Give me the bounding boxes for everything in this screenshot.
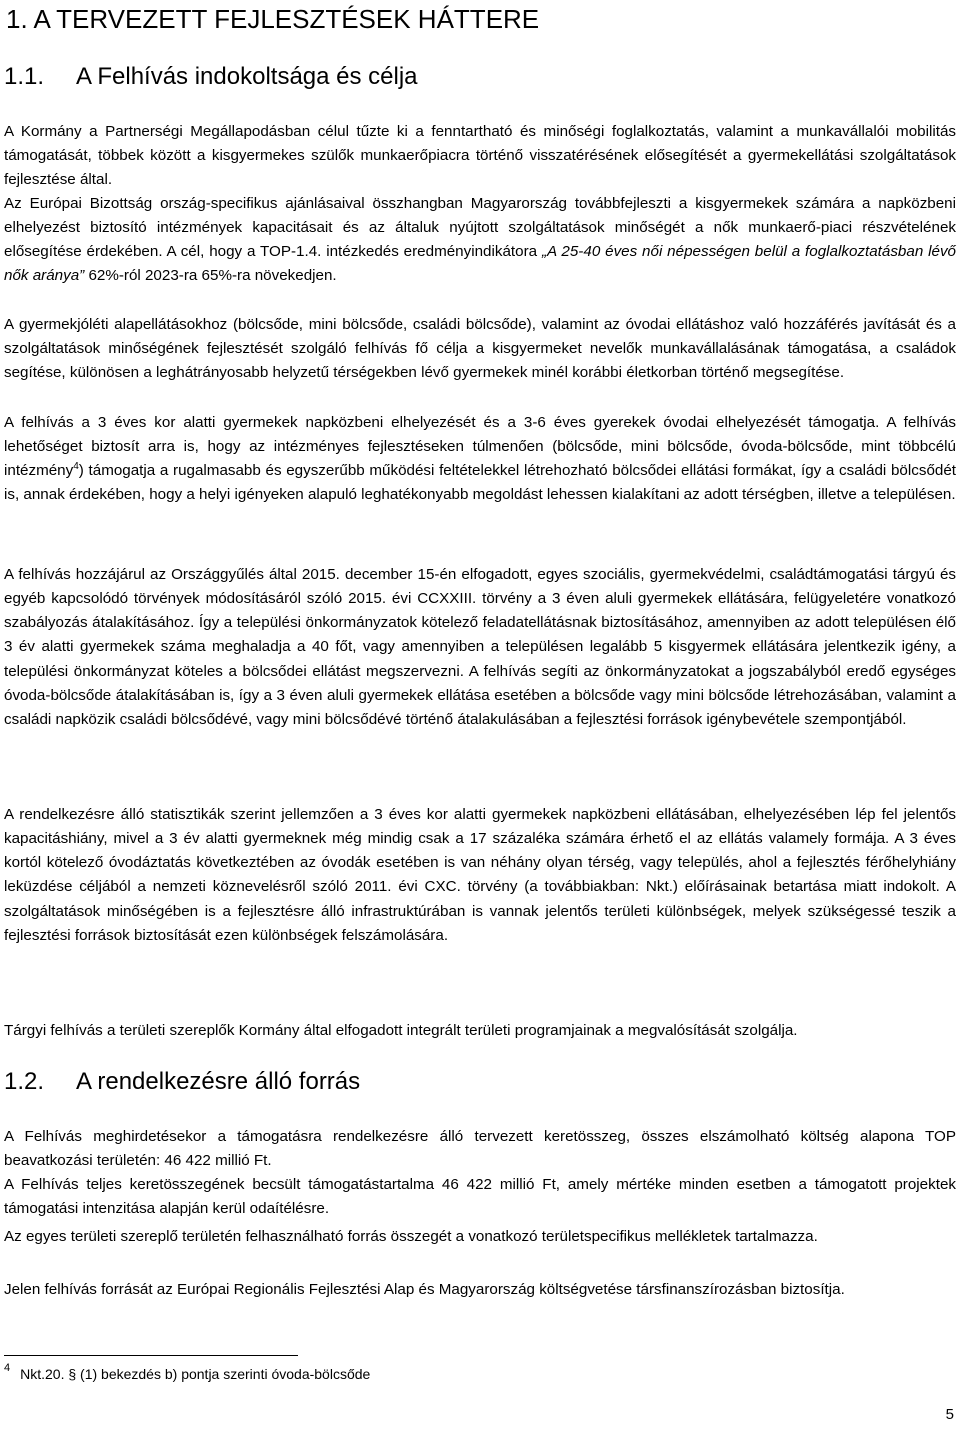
paragraph-2 (4, 192, 956, 289)
footnote-text: Nkt.20. § (1) bekezdés b) pontja szerinti óvoda-bölcsőde (20, 1366, 371, 1382)
paragraph-5: A felhívás hozzájárul az Országgyűlés által 2015. december 15-én elfogadott, egyes szociális, gyermekvédelmi, családtámogatási tárgyú és egyéb kapcsolódó törvények módosításáról szóló 2015. évi CCXXIII. törvény a 3 éven aluli gyermekek ellátására, felügyeletére vonatkozó szabályozás átalakításához. Így a települési önkormányzatok kötelező feladatellátásnak biztosításához, amennyiben az adott településen élő 3 év alatti gyermekek száma meghaladja a 40 főt, vagy amennyiben a településen legalább 5 kisgyermek ellátására jelentkezik igény, a települési önkormányzat köteles a bölcsődei ellátást megszervezni. A felhívás segíti az önkormányzatokat a jogszabályból eredő egységes óvoda-bölcsőde átalakításában is, így a 3 éven aluli gyermekek ellátása esetében a bölcsőde vagy mini bölcsőde létrehozásában, valamint a családi napközik családi bölcsődévé, vagy mini bölcsődévé történő átalakulásában a fejlesztési források igénybevétele szempontjából. (4, 566, 956, 728)
section-number: 1.1. (4, 63, 45, 90)
paragraph-4-text-b: ) támogatja a rugalmasabb és egyszerűbb működési feltételekkel létrehozható bölcsődei ellátási formákat, így a családi bölcsődét is, annak érdekében, hogy a helyi igényeken alapuló leghatékonyabb megoldást lehessen kialakítani az adott térségben, illetve a településen. (4, 462, 956, 504)
paragraph-2-indicator-italic: „A 25-40 éves női népességen belül a foglalkoztatásban lévő nők aránya” (4, 243, 956, 285)
chapter-heading: 1. A TERVEZETT FEJLESZTÉSEK HÁTTERE (6, 4, 540, 34)
paragraph-9: A Felhívás teljes keretösszegének becsült támogatástartalma 46 422 millió Ft, amely mértéke minden esetben a támogatott projektek támogatási intenzitása alapján kerül odaítélésre. (4, 1176, 956, 1218)
footnote-reference: 4 (73, 461, 79, 473)
page-number: 5 (945, 1406, 954, 1423)
section-number: 1.2. (4, 1068, 45, 1095)
footnote-number: 4 (4, 1362, 11, 1374)
footnote-separator (4, 1355, 298, 1356)
section-heading-1-2 (4, 1068, 360, 1096)
section-title: A rendelkezésre álló forrás (76, 1068, 361, 1095)
paragraph-3: A gyermekjóléti alapellátásokhoz (bölcsőde, mini bölcsőde, családi bölcsőde), valamint az óvodai ellátáshoz való hozzáférés javítását és a szolgáltatások minőségének fejlesztését szolgáló felhívás fő célja a kisgyermeket nevelők munkavállalásának támogatása, a családok segítése, különösen a leghátrányosabb helyzetű térségekben lévő gyermekek minél korábbi életkorban történő megsegítése. (4, 316, 956, 382)
section-title: A Felhívás indokoltsága és célja (76, 63, 418, 90)
footnote (4, 1362, 371, 1383)
paragraph-11: Jelen felhívás forrását az Európai Regionális Fejlesztési Alap és Magyarország költségvetése társfinanszírozásban biztosítja. (4, 1281, 845, 1298)
paragraph-1: A Kormány a Partnerségi Megállapodásban célul tűzte ki a fenntartható és minőségi foglalkoztatás, valamint a munkavállalói mobilitás támogatását, többek között a kisgyermekes szülők munkaerőpiacra történő visszatérésének elősegítését a gyermekellátási szolgáltatások fejlesztése által. (4, 123, 956, 189)
paragraph-7: Tárgyi felhívás a területi szereplők Kormány által elfogadott integrált területi programjainak a megvalósítását szolgálja. (4, 1022, 798, 1039)
section-heading-1-1 (4, 63, 418, 91)
paragraph-10: Az egyes területi szereplő területén felhasználható forrás összegét a vonatkozó területspecifikus mellékletek tartalmazza. (4, 1228, 818, 1245)
paragraph-4-text-a: A felhívás a 3 éves kor alatti gyermekek napközbeni elhelyezését és a 3-6 éves gyerekek óvodai elhelyezését támogatja. A felhívás lehetőséget biztosít arra is, hogy az intézményes fejlesztéseken túlmenően (bölcsőde, mini bölcsőde, óvoda-bölcsőde, mint többcélú intézmény (4, 414, 956, 480)
paragraph-6: A rendelkezésre álló statisztikák szerint jellemzően a 3 éves kor alatti gyermekek napközbeni ellátásában, elhelyezésében lép fel jelentős kapacitáshiány, mivel a 3 év alatti gyermeknek még mindig csak a 17 százaléka számára érhető el az ellátás valamely formája. A 3 éves kortól kötelező óvodáztatás következtében az óvodák esetében is van néhány olyan térség, vagy település, ahol a fejlesztés férőhelyhiány leküzdése céljából a nemzeti köznevelésről szóló 2011. évi CXC. törvény (a továbbiakban: Nkt.) előírásainak betartása miatt indokolt. A szolgáltatások minőségében is a fejlesztésre álló infrastruktúrában is vannak jelentős területi különbségek, melyek szükségessé teszik a fejlesztési források biztosítását ezen különbségek felszámolására. (4, 806, 956, 944)
paragraph-2-text-b: 62%-ról 2023-ra 65%-ra növekedjen. (88, 267, 337, 285)
paragraph-2-text-a: Az Európai Bizottság ország-specifikus ajánlásaival összhangban Magyarország továbbfejleszti a kisgyermekek számára a napközbeni elhelyezést biztosító intézmények kapacitásait és az általuk nyújtott szolgáltatások minőségét a nők munkaerő-piaci részvételének elősegítése érdekében. A cél, hogy a TOP-1.4. intézkedés eredményindikátora (4, 195, 956, 261)
paragraph-4 (4, 411, 956, 508)
paragraph-8: A Felhívás meghirdetésekor a támogatásra rendelkezésre álló tervezett keretösszeg, összes elszámolható költség alapona TOP beavatkozási területén: 46 422 millió Ft. (4, 1128, 956, 1170)
